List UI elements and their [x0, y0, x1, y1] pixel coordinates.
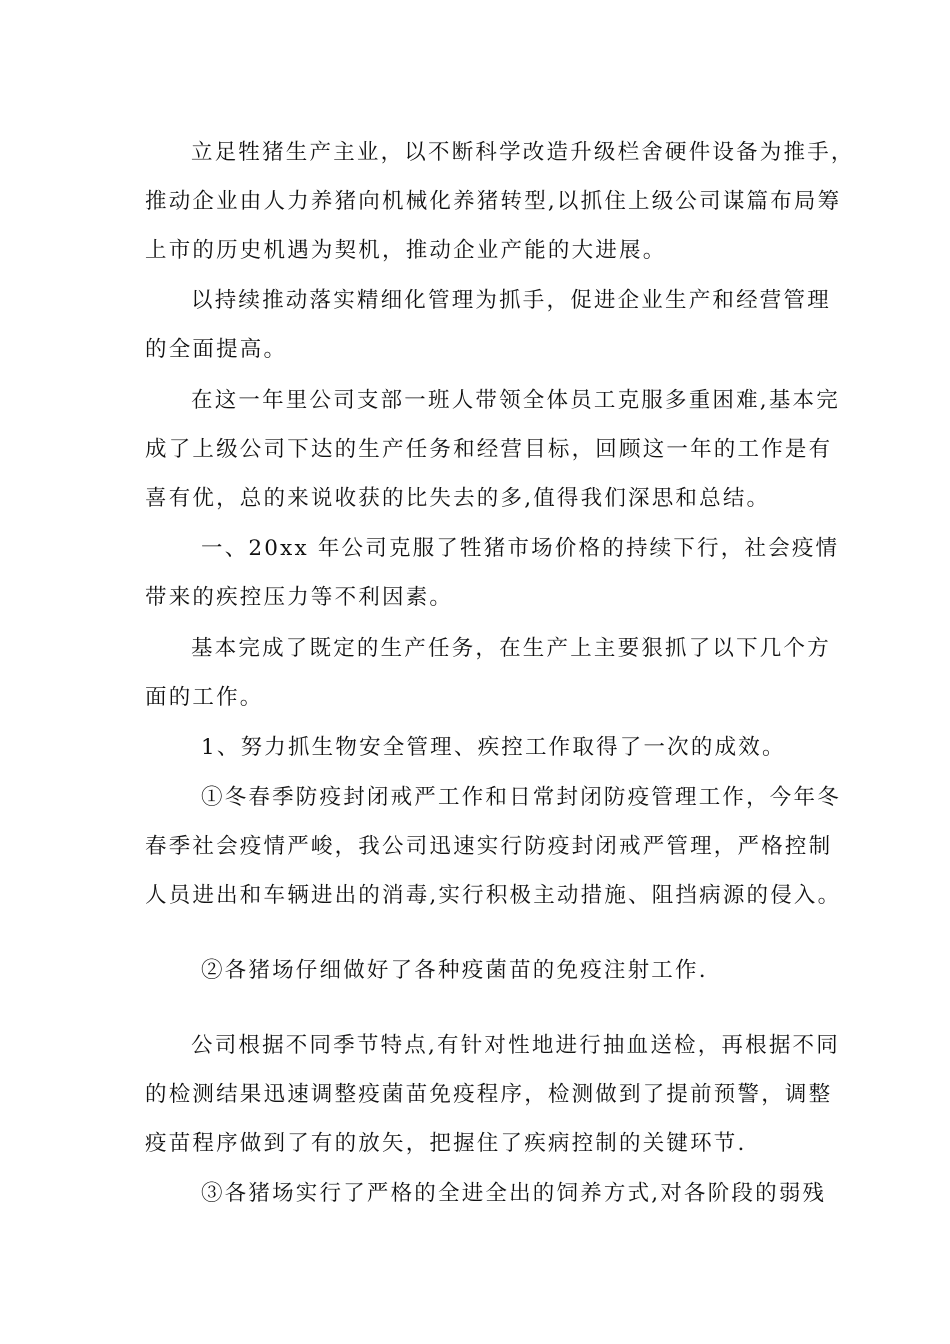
- text-line: 疫苗程序做到了有的放矢，把握住了疾病控制的关键环节.: [145, 1131, 747, 1156]
- paragraph-2: [145, 276, 831, 374]
- text-line: 的全面提高。: [145, 337, 288, 362]
- text-line: 基本完成了既定的生产任务，在生产上主要狠抓了以下几个方: [191, 636, 831, 661]
- text-line: 人员进出和车辆进出的消毒,实行积极主动措施、阻挡病源的侵入。: [145, 883, 842, 908]
- paragraph-8: [145, 946, 810, 995]
- text-line: 成了上级公司下达的生产任务和经营目标，回顾这一年的工作是有: [145, 437, 833, 462]
- text-line: 的检测结果迅速调整疫菌苗免疫程序，检测做到了提前预警，调整: [145, 1082, 833, 1107]
- text-line: 面的工作。: [145, 685, 264, 710]
- text-line: 1、努力抓生物安全管理、疾控工作取得了一次的成效。: [201, 735, 786, 760]
- paragraph-7: [145, 773, 842, 920]
- paragraph-5: [145, 624, 831, 722]
- paragraph-10: [145, 1169, 827, 1218]
- text-line: ②各猪场仔细做好了各种疫菌苗的免疫注射工作.: [201, 958, 708, 983]
- text-line: 春季社会疫情严峻，我公司迅速实行防疫封闭戒严管理，严格控制: [145, 834, 833, 859]
- text-line: 公司根据不同季节特点,有针对性地进行抽血送检，再根据不同: [191, 1033, 840, 1058]
- text-line: 喜有优，总的来说收获的比失去的多,值得我们深思和总结。: [145, 486, 771, 511]
- paragraph-1: [145, 128, 855, 275]
- text-line: 在这一年里公司支部一班人带领全体员工克服多重困难,基本完: [191, 388, 840, 413]
- text-line: 上市的历史机遇为契机，推动企业产能的大进展。: [145, 238, 667, 263]
- text-line: 立足牲猪生产主业，以不断科学改造升级栏舍硬件设备为推手，: [191, 140, 855, 165]
- paragraph-3: [145, 376, 840, 523]
- text-line: 带来的疾控压力等不利因素。: [145, 585, 454, 610]
- paragraph-4: [145, 524, 840, 622]
- text-line: ③各猪场实行了严格的全进全出的饲养方式,对各阶段的弱残: [201, 1181, 827, 1206]
- text-line: 以持续推动落实精细化管理为抓手，促进企业生产和经营管理: [191, 288, 831, 313]
- text-line: ①冬春季防疫封闭戒严工作和日常封闭防疫管理工作，今年冬: [201, 785, 841, 810]
- text-line: 推动企业由人力养猪向机械化养猪转型,以抓住上级公司谋篇布局筹: [145, 189, 842, 214]
- paragraph-9: [145, 1021, 840, 1168]
- paragraph-6: [145, 723, 810, 772]
- text-line: 一、20xx 年公司克服了牲猪市场价格的持续下行，社会疫情: [201, 536, 840, 561]
